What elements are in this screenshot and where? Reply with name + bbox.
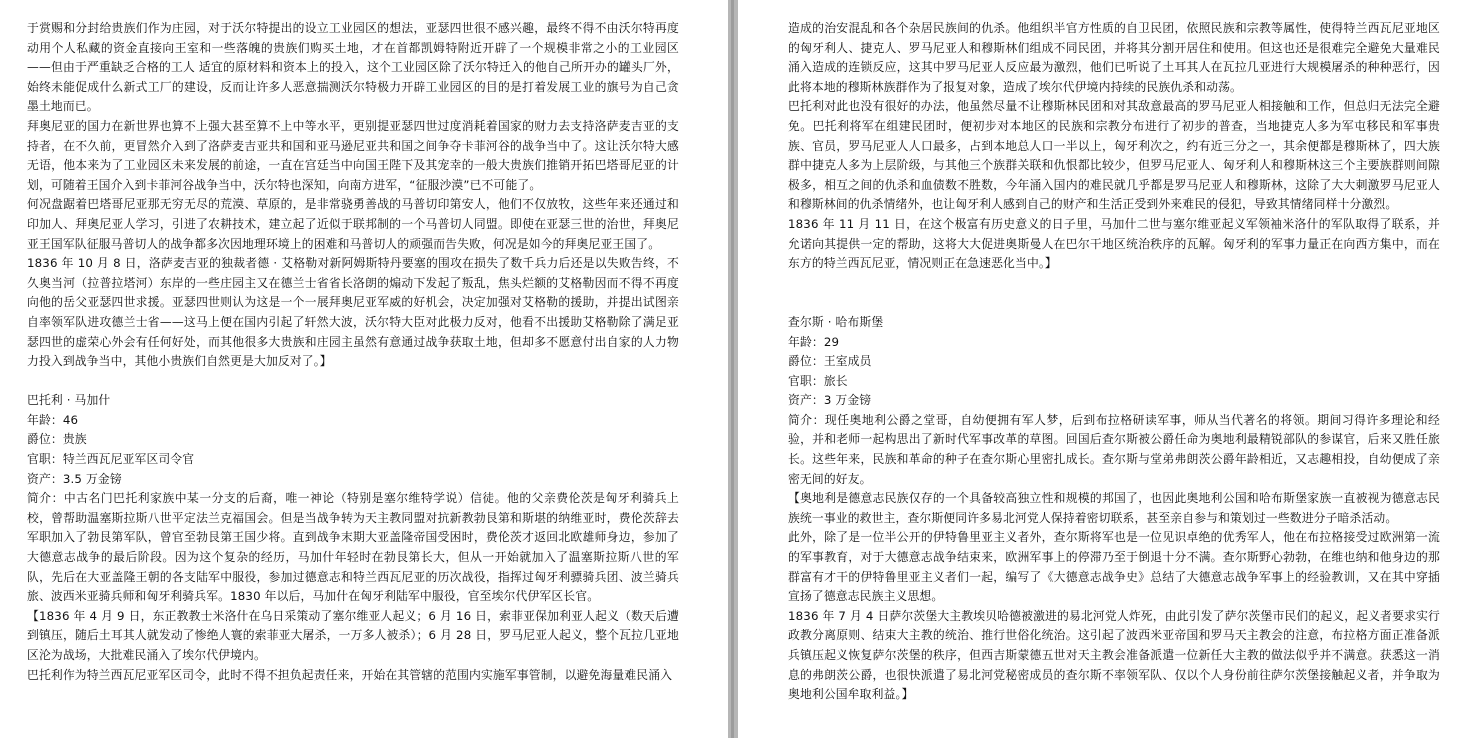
paragraph: 【奥地利是德意志民族仅存的一个具备较高独立性和规模的邦国了，也因此奥地利公国和哈布斯堡家族一直被视为德意志民族统一事业的救世主，查尔斯便同许多易北河党人保持着密切联系，甚至亲自参与和策划过一些数进分子暗杀活动。	[788, 491, 1440, 525]
character-assets: 资产：3.5 万金镑	[27, 471, 122, 486]
page-divider	[731, 0, 734, 738]
paragraph: 此外，除了是一位半公开的伊特鲁里亚主义者外，查尔斯将军也是一位见识卓绝的优秀军人，他在布拉格接受过欧洲第一流的军事教育，对于大德意志战争结束来，欧洲军事上的停滞乃至于倒退十分不满。查尔斯野心勃勃，在维也纳和他身边的那群富有才干的伊特鲁里亚主义者们一起，编写了《大德意志战争史》总结了大德意志战争军事上的经验教训，又在其中穿插宣扬了德意志民族主义思想。	[788, 530, 1440, 604]
paragraph: 巴托利作为特兰西瓦尼亚军区司令，此时不得不担负起责任来，开始在其管辖的范围内实施军事管制，以避免海量难民涌入	[27, 667, 673, 682]
paragraph: 造成的治安混乱和各个杂居民族间的仇杀。他组织半官方性质的自卫民团，依照民族和宗教等属性，使得特兰西瓦尼亚地区的匈牙利人、捷克人、罗马尼亚人和穆斯林们组成不同民团，并将其分割开居住和使用。但这也还是很难完全避免大量难民涌入造成的连锁反应，这其中罗马尼亚人反应最为激烈，他们已听说了土耳其人在瓦拉几亚进行大规模屠杀的种种恶行，因此将本地的穆斯林族群作为了报复对象，造成了埃尔代伊境内持续的民族仇杀和动荡。	[788, 21, 1440, 94]
paragraph: 拜奥尼亚的国力在新世界也算不上强大甚至算不上中等水平，更别提亚瑟四世过度消耗着国家的财力去支持洛萨麦吉亚的支持者，在不久前，更冒然介入到了洛萨麦吉亚共和国和亚马逊尼亚共和国之间争夺卡菲河谷的战争当中了。这让沃尔特大感无语，他本来为了工业园区未来发展的前途，一直在宫廷当中向国王陛下及其宠幸的一般大贵族们推销开拓巴塔哥尼亚的计划，可随着王国介入到卡菲河谷战争当中，沃尔特也深知，向南方进军，“征服沙漠”已不可能了。	[27, 118, 679, 192]
paragraph: 巴托利对此也没有很好的办法，他虽然尽量不让穆斯林民团和对其敌意最高的罗马尼亚人相接触和工作，但总归无法完全避免。巴托利将军在组建民团时，便初步对本地区的民族和宗教分布进行了初步的普查，当地捷克人多为军屯移民和军事贵族、官员，罗马尼亚人人口最多，占到本地总人口一半以上，匈牙利次之，约有近三分之一，其余便都是穆斯林了，四大族群中捷克人多为上层阶级，与其他三个族群关联和仇恨都比较少，但罗马尼亚人、匈牙利人和穆斯林这三个主要族群则间隙极多，相互之间的仇杀和血债数不胜数，今年涌入国内的难民就几乎都是罗马尼亚人和穆斯林，这除了大大刺激罗马尼亚人和穆斯林间的仇杀情绪外，也让匈牙利人感到自己的财产和生活正受到外来难民的侵犯，导致其情绪同样十分激烈。	[788, 99, 1440, 212]
text-column-right	[788, 19, 1440, 705]
paragraph: 1836 年 11 月 11 日，在这个极富有历史意义的日子里，马加什二世与塞尔维亚起义军领袖米洛什的军队取得了联系，并允诺向其提供一定的帮助，这将大大促进奥斯曼人在巴尔干地区统治秩序的瓦解。匈牙利的军事力量正在向西方集中，而在东方的特兰西瓦尼亚，情况则正在急速恶化当中。】	[788, 216, 1440, 271]
text-column-left	[27, 19, 679, 685]
character-title: 爵位：贵族	[27, 432, 87, 447]
document-page-left	[0, 0, 728, 738]
character-name: 巴托利 · 马加什	[27, 393, 111, 408]
paragraph: 【1836 年 4 月 9 日，东正教教士米洛什在乌日采策动了塞尔维亚人起义；6 月 16 日，索菲亚保加利亚人起义（数天后遭到镇压，随后土耳其人就发动了惨绝人寰的索菲亚大屠杀，一万多人被杀）；6 月 28 日，罗马尼亚人起义，整个瓦拉几亚地区沦为战场，大批难民涌入了埃尔代伊境内。	[27, 608, 679, 662]
character-name: 查尔斯 · 哈布斯堡	[788, 314, 884, 329]
paragraph: 1836 年 7 月 4 日萨尔茨堡大主教埃贝哈德被激进的易北河党人炸死，由此引发了萨尔茨堡市民们的起义，起义者要求实行政教分离原则、结束大主教的统治、推行世俗化统治。这引起了波西米亚帝国和罗马天主教会的注意，布拉格方面正准备派兵镇压起义恢复萨尔茨堡的秩序，但西吉斯蒙德五世对天主教会准备派遣一位新任大主教的做法似乎并不满意。获悉这一消息的弗朗茨公爵，也很快派遣了易北河党秘密成员的查尔斯不率领军队、仅以个人身份前往萨尔茨堡接触起义者，并争取为奥地利公国牟取利益。】	[788, 608, 1440, 702]
paragraph: 于赏赐和分封给贵族们作为庄园，对于沃尔特提出的设立工业园区的想法，亚瑟四世很不感兴趣，最终不得不由沃尔特再度动用个人私藏的资金直接向王室和一些落魄的贵族们购买土地，才在首都凯姆特附近开辟了一个规模非常之小的工业园区——但由于严重缺乏合格的工人 适宜的原材料和资本上的投入，这个工业园区除了沃尔特迁入的他自己所开办的罐头厂外，始终未能促成什么新式工厂的建设，反而让许多人恶意揣测沃尔特极力开辟工业园区的目的是打着发展工业的旗号为自己贪墨土地而已。	[27, 21, 679, 114]
character-title: 爵位：王室成员	[788, 354, 872, 369]
character-office: 官职：旅长	[788, 373, 848, 388]
character-age: 年龄：46	[27, 412, 79, 427]
character-age: 年龄：29	[788, 334, 840, 349]
character-bio: 简介：中古名门巴托利家族中某一分支的后裔，唯一神论（特别是塞尔维特学说）信徒。他的父亲费伦茨是匈牙利骑兵上校，曾帮助温塞斯拉斯八世平定法兰克福国会。但是当战争转为天主教同盟对抗新教勃艮第和斯堪的纳维亚时，费伦茨辞去军职加入了勃艮第军队，曾官至勃艮第王国少将。直到战争末期大亚盖隆帝国受困时，费伦茨才返回北欧雄师身边，参加了大德意志战争的最后阶段。因为这个复杂的经历，马加什年轻时在勃艮第长大，但从一开始就加入了温塞斯拉斯八世的军队，先后在大亚盖隆王朝的各支陆军中服役，参加过德意志和特兰西瓦尼亚的历次战役，指挥过匈牙利骠骑兵团、波兰骑兵旅、波西米亚骑兵师和匈牙利骑兵军。1830 年以后，马加什在匈牙利陆军中服役，官至埃尔代伊军区长官。	[27, 491, 679, 604]
paragraph: 何况盘踞着巴塔哥尼亚那无穷无尽的荒漠、草原的，是非常骁勇善战的马普切印第安人，他们不仅放牧，这些年来还通过和印加人、拜奥尼亚人学习，引进了农耕技术，建立起了近似于联邦制的一个马普切人同盟。即使在亚瑟三世的治世，拜奥尼亚王国军队征服马普切人的战争都多次因地理环境上的困难和马普切人的顽强而告失败，何况是如今的拜奥尼亚王国了。	[27, 197, 679, 251]
paragraph: 1836 年 10 月 8 日，洛萨麦吉亚的独裁者德 · 艾格勒对新阿姆斯特丹要塞的围攻在损失了数千兵力后还是以失败告终，不久奥当河（拉普拉塔河）东岸的一些庄园主又在德兰士省省长洛朗的煽动下发起了叛乱，焦头烂额的艾格勒因而不得不再度向他的岳父亚瑟四世求援。亚瑟四世则认为这是一个一展拜奥尼亚军威的好机会，决定加强对艾格勒的援助，并提出试图亲自率领军队进攻德兰士省——这马上便在国内引起了轩然大波，沃尔特大臣对此极力反对，他看不出援助艾格勒除了满足亚瑟四世的虚荣心外会有任何好处，而其他很多大贵族和庄园主虽然有意通过战争获取土地，但却多不愿意付出自家的人力物力投入到战争当中，其他小贵族们自然更是大加反对了。】	[27, 256, 679, 369]
blank-line	[27, 372, 679, 392]
character-office: 官职：特兰西瓦尼亚军区司令官	[27, 452, 195, 467]
document-page-right	[738, 0, 1475, 738]
character-assets: 资产：3 万金镑	[788, 393, 872, 408]
blank-line	[788, 293, 1440, 313]
blank-line	[788, 274, 1440, 294]
page-gutter	[728, 0, 738, 738]
character-bio: 简介：现任奥地利公爵之堂哥，自幼便拥有军人梦，后到布拉格研读军事，师从当代著名的将领。期间习得许多理论和经验，并和老师一起构思出了新时代军事改革的草图。回国后查尔斯被公爵任命为奥地利最精锐部队的参谋官，后来又胜任旅长。这些年来，民族和革命的种子在查尔斯心里密扎成长。查尔斯与堂弟弗朗茨公爵年龄相近，又志趣相投，自幼便成了亲密无间的好友。	[788, 412, 1440, 486]
